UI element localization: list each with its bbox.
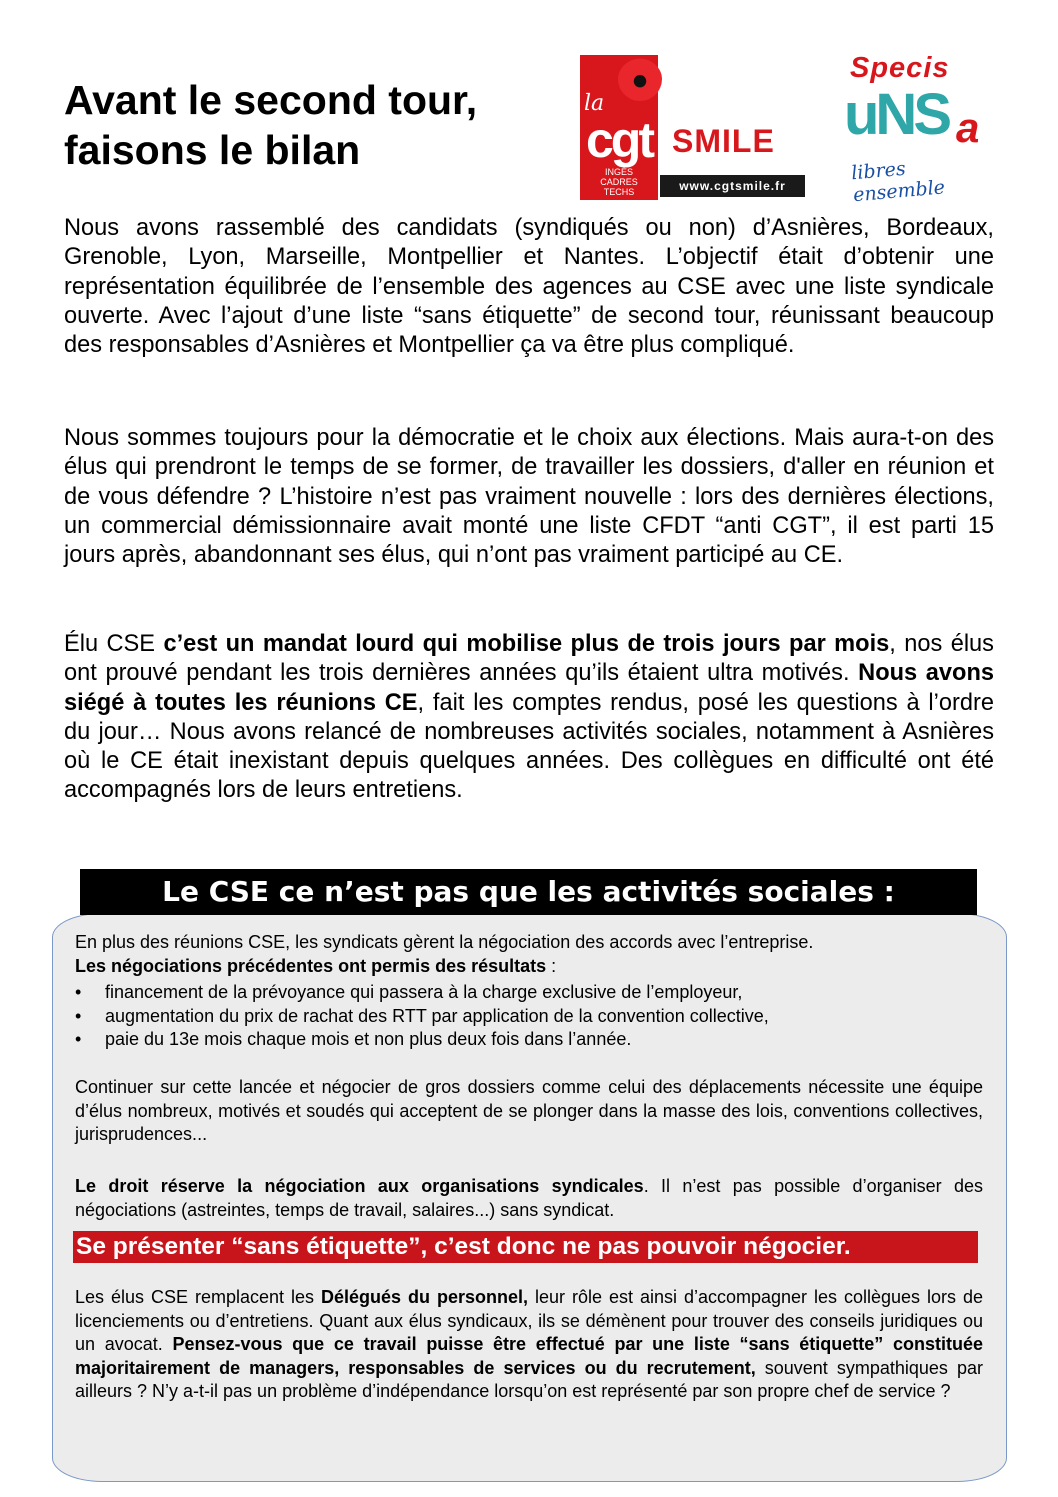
box-delegates bbox=[75, 1286, 983, 1404]
delegates-bold-2: Pensez-vous que ce travail puisse être effectué par une liste “sans étiquette” constituée majoritairement de managers, responsables de services ou du recrutement, bbox=[75, 1334, 983, 1378]
delegates-bold-1: Délégués du personnel, bbox=[321, 1287, 528, 1307]
list-item: • financement de la prévoyance qui passera à la charge exclusive de l’employeur, bbox=[75, 981, 983, 1005]
smile-wordmark: SMILE bbox=[672, 123, 775, 159]
unsa-wordmark: uNS bbox=[844, 82, 948, 147]
title-line-2: faisons le bilan bbox=[64, 127, 361, 173]
cgt-subtitle: INGÉS CADRES TECHS bbox=[600, 167, 638, 197]
delegates-text-c: leur rôle est ainsi d’accompagner les collègues lors de licenciements ou d’entretiens. Quant aux élus syndicaux, ils se démènent pour trouver des conseils juridiques ou un avocat. bbox=[75, 1287, 984, 1354]
box-intro-text: En plus des réunions CSE, les syndicats gèrent la négociation des accords avec l’entreprise. bbox=[75, 932, 814, 952]
specis-unsa-logo bbox=[838, 52, 998, 207]
delegates-text-e: souvent sympathiques par ailleurs ? N’y a-t-il pas un problème d’indépendance lorsqu’on est représenté par son propre chef de service ? bbox=[75, 1357, 983, 1401]
cgt-la-text: la bbox=[584, 91, 605, 116]
unsa-tagline: libres ensemble bbox=[850, 157, 946, 207]
title-line-1: Avant le second tour, bbox=[64, 77, 478, 123]
box-intro bbox=[75, 931, 983, 978]
mandate-bold-1: c’est un mandat lourd qui mobilise plus de trois jours par mois bbox=[163, 631, 890, 657]
mandate-text-a: Élu CSE bbox=[64, 631, 164, 657]
page-title bbox=[64, 75, 564, 175]
paragraph-mandate bbox=[64, 630, 994, 806]
poppy-icon bbox=[618, 57, 662, 101]
box-droit bbox=[75, 1175, 983, 1222]
warning-text: Se présenter “sans étiquette”, c’est donc ne pas pouvoir négocier bbox=[76, 1233, 844, 1260]
droit-bold: Le droit réserve la négociation aux organisations syndicales bbox=[75, 1176, 644, 1196]
cgt-name: cgt bbox=[586, 112, 652, 168]
paragraph-democracy: Nous sommes toujours pour la démocratie et le choix aux élections. Mais aura-t-on des élus qui prendront le temps de se former, de travailler les dossiers, d'aller en réunion et de vous défendre ? L’histoire n’est pas vraiment nouvelle : lors des dernières élections, un commercial démissionnaire avait monté une liste CFDT “anti CGT”, il est parti 15 jours après, abandonnant ses élus, qui n’ont pas vraiment participé au CE. bbox=[64, 425, 994, 569]
cgt-smile-logo bbox=[580, 55, 805, 200]
specis-wordmark: Specis bbox=[850, 52, 950, 84]
results-heading: Les négociations précédentes ont permis des résultats bbox=[75, 955, 547, 976]
warning-period: . bbox=[843, 1233, 851, 1260]
results-list bbox=[75, 981, 983, 1052]
list-item: • augmentation du prix de rachat des RTT par application de la convention collective, bbox=[75, 1005, 983, 1029]
mandate-text-c: , nos élus ont prouvé pendant les trois dernières années qu’ils étaient ultra motivés. bbox=[64, 631, 994, 687]
unsa-a-letter: a bbox=[956, 104, 980, 151]
results-colon: : bbox=[546, 955, 557, 976]
box-banner: Le CSE ce n’est pas que les activités sociales : bbox=[80, 869, 977, 915]
mandate-bold-2: Nous avons siégé à toutes les réunions CE bbox=[64, 660, 994, 716]
list-item: • paie du 13e mois chaque mois et non plus deux fois dans l’année. bbox=[75, 1028, 983, 1052]
delegates-text-a: Les élus CSE remplacent les bbox=[75, 1287, 321, 1307]
cgt-url: www.cgtsmile.fr bbox=[660, 175, 805, 197]
paragraph-candidates: Nous avons rassemblé des candidats (syndiqués ou non) d’Asnières, Bordeaux, Grenoble, Lyon, Marseille, Montpellier et Nantes. L’objectif était d’obtenir une représentation équilibrée de l’ensemble des agences au CSE avec une liste syndicale ouverte. Avec l’ajout d’une liste “sans étiquette” de second tour, réunissant beaucoup des responsables d’Asnières et Montpellier ça va être plus compliqué. bbox=[64, 215, 994, 359]
negotiation-warning-banner bbox=[73, 1231, 978, 1263]
droit-text: . Il n’est pas possible d’organiser des négociations (astreintes, temps de travail, salaires...) sans syndicat. bbox=[75, 1176, 983, 1220]
box-continue: Continuer sur cette lancée et négocier de gros dossiers comme celui des déplacements nécessite une équipe d’élus nombreux, motivés et soudés qui acceptent de se plonger dans la masse des lois, conventions collectives, jurisprudences... bbox=[75, 1077, 983, 1144]
mandate-text-e: , fait les comptes rendus, posé les questions à l’ordre du jour… Nous avons relancé de nombreuses activités sociales, notamment à Asnières où le CE était inexistant depuis quelques années. Des collègues en difficulté ont été accompagnés lors de leurs entretiens. bbox=[64, 689, 994, 804]
